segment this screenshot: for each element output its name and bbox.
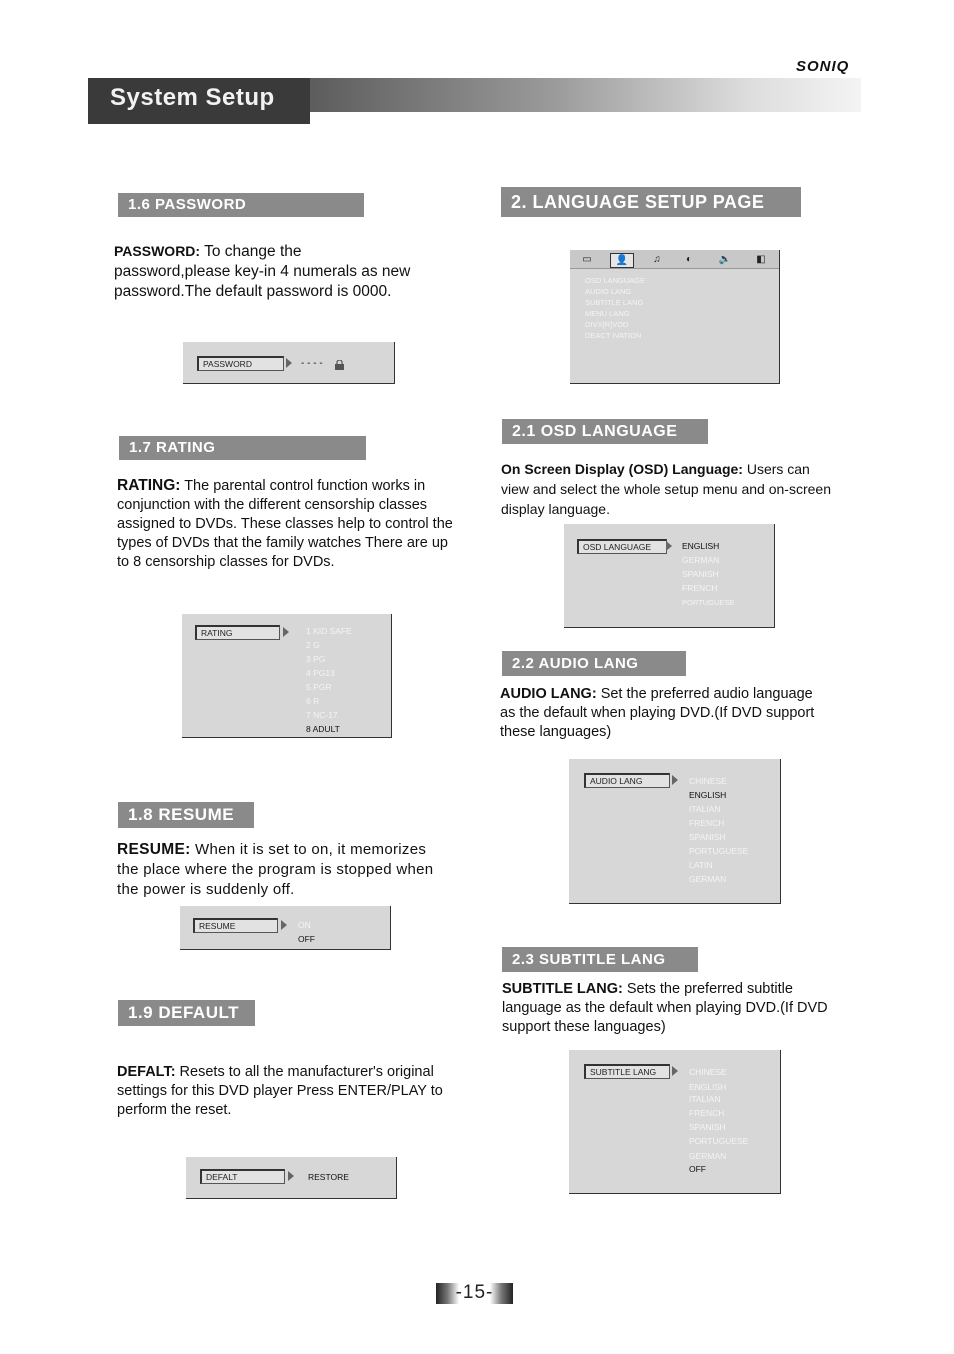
subtitle-lang-option[interactable]: FRENCH <box>689 1108 725 1118</box>
default-value[interactable]: RESTORE <box>308 1172 349 1182</box>
osd-language-option-selected[interactable]: ENGLISH <box>682 541 720 551</box>
osd-language-option[interactable]: PORTUGUESE <box>682 598 735 607</box>
osd-language-line-2: display language. <box>501 501 610 517</box>
subtitle-lang-option[interactable]: ENGLISH <box>689 1082 727 1092</box>
default-description <box>117 1063 477 1120</box>
audio-lang-screen <box>569 759 781 904</box>
subtitle-lang-option[interactable]: GERMAN <box>689 1151 727 1161</box>
rating-option[interactable]: 7 NC-17 <box>306 710 338 720</box>
section-title-default: 1.9 DEFAULT <box>118 1000 255 1026</box>
rating-osd-screen <box>182 614 392 738</box>
resume-line-2: the power is suddenly off. <box>117 881 295 898</box>
brand-logo: SONIQ <box>796 58 850 75</box>
password-line-1: password,please key-in 4 numerals as new <box>114 263 411 280</box>
osd-language-option[interactable]: GERMAN <box>682 555 720 565</box>
language-tab-icon[interactable]: 👤 <box>610 253 634 268</box>
audio-lang-option[interactable]: ITALIAN <box>689 804 721 814</box>
resume-line-1: the place where the program is stopped when <box>117 861 434 878</box>
osd-language-lead: On Screen Display (OSD) Language: <box>501 461 743 477</box>
section-title-password: 1.6 PASSWORD <box>118 193 364 217</box>
resume-field[interactable]: RESUME <box>193 918 278 933</box>
audio-lang-line-1: as the default when playing DVD.(If DVD support <box>500 705 815 721</box>
audio-lang-description <box>500 685 860 742</box>
resume-lead: RESUME: <box>117 841 191 858</box>
osd-language-screen <box>564 524 775 628</box>
rating-lead: RATING: <box>117 477 181 494</box>
password-line-2: password.The default password is 0000. <box>114 283 392 300</box>
rating-line-0: The parental control function works in <box>180 478 426 494</box>
arrow-right-icon <box>288 1171 294 1181</box>
rating-line-1: conjunction with the different censorship classes <box>117 497 428 513</box>
audio-tab-icon[interactable]: ♫ <box>653 254 661 265</box>
lock-icon <box>334 357 345 367</box>
password-line-0: To change the <box>200 243 302 260</box>
audio-lang-option[interactable]: PORTUGUESE <box>689 846 749 856</box>
arrow-right-icon <box>666 541 672 551</box>
default-line-1: settings for this DVD player Press ENTER/PLAY to <box>117 1083 443 1099</box>
arrow-right-icon <box>283 627 289 637</box>
language-menu-item[interactable]: MENU LANG <box>585 309 630 318</box>
section-title-language-setup: 2. LANGUAGE SETUP PAGE <box>501 187 801 217</box>
default-line-0: Resets to all the manufacturer's original <box>175 1064 434 1080</box>
resume-option[interactable]: ON <box>298 920 311 930</box>
resume-osd-screen <box>180 906 391 950</box>
resume-option-selected[interactable]: OFF <box>298 934 315 944</box>
subtitle-lang-option[interactable]: PORTUGUESE <box>689 1136 749 1146</box>
speaker-tab-icon[interactable]: 🔈 <box>718 254 732 265</box>
audio-lang-option[interactable]: SPANISH <box>689 832 726 842</box>
subtitle-lang-line-1: language as the default when playing DVD.(If DVD <box>502 1000 828 1016</box>
arrow-right-icon <box>281 920 287 930</box>
audio-lang-option[interactable]: FRENCH <box>689 818 725 828</box>
default-osd-screen <box>186 1157 397 1199</box>
subtitle-lang-description <box>502 980 862 1037</box>
osd-language-option[interactable]: SPANISH <box>682 569 719 579</box>
language-menu-item[interactable]: AUDIO LANG <box>585 287 632 296</box>
rating-option[interactable]: 5 PGR <box>306 682 332 692</box>
default-lead: DEFALT: <box>117 1064 176 1080</box>
section-title-rating: 1.7 RATING <box>119 436 366 460</box>
rating-line-2: assigned to DVDs. These classes help to control the <box>117 516 453 532</box>
setup-tab-row <box>570 250 779 269</box>
password-description <box>114 241 474 302</box>
rating-field[interactable]: RATING <box>195 625 280 640</box>
audio-lang-lead: AUDIO LANG: <box>500 686 597 702</box>
osd-language-description <box>501 459 861 519</box>
osd-language-field[interactable]: OSD LANGUAGE <box>577 539 667 554</box>
rating-description <box>117 476 477 572</box>
osd-language-line-0: Users can <box>742 461 810 477</box>
password-lead: PASSWORD: <box>114 243 201 259</box>
language-menu-item[interactable]: DIVX[R]VOD <box>585 320 629 329</box>
section-title-osd-language: 2.1 OSD LANGUAGE <box>502 419 708 444</box>
default-field[interactable]: DEFALT <box>200 1169 285 1184</box>
audio-lang-option-selected[interactable]: ENGLISH <box>689 790 727 800</box>
audio-lang-option[interactable]: GERMAN <box>689 874 727 884</box>
language-menu-item[interactable]: DEACT IVATION <box>585 331 642 340</box>
rating-line-4: to 8 censorship classes for DVDs. <box>117 554 335 570</box>
subtitle-lang-lead: SUBTITLE LANG: <box>502 981 623 997</box>
arrow-right-icon <box>672 1066 678 1076</box>
subtitle-lang-screen <box>569 1050 781 1194</box>
osd-language-line-1: view and select the whole setup menu and on-screen <box>501 481 831 497</box>
language-setup-osd-screen <box>570 250 780 384</box>
section-title-resume: 1.8 RESUME <box>118 802 254 828</box>
subtitle-lang-option[interactable]: SPANISH <box>689 1122 726 1132</box>
rating-option[interactable]: 1 KID SAFE <box>306 626 352 636</box>
rating-line-3: types of DVDs that the family watches There are up <box>117 535 448 551</box>
password-value: - - - - <box>301 358 323 369</box>
rating-option[interactable]: 3 PG <box>306 654 326 664</box>
password-field[interactable]: PASSWORD <box>197 356 284 371</box>
page-number: -15- <box>455 1282 494 1303</box>
section-title-subtitle-lang: 2.3 SUBTITLE LANG <box>502 947 698 972</box>
audio-lang-field[interactable]: AUDIO LANG <box>584 773 670 788</box>
language-menu-item[interactable]: SUBTITLE LANG <box>585 298 644 307</box>
page-title: System Setup <box>110 84 275 111</box>
audio-lang-option[interactable]: CHINESE <box>689 776 727 786</box>
rating-option[interactable]: 6 R <box>306 696 320 706</box>
subtitle-lang-line-2: support these languages) <box>502 1019 666 1035</box>
audio-lang-line-2: these languages) <box>500 724 612 740</box>
resume-description <box>117 840 477 900</box>
arrow-right-icon <box>286 358 292 368</box>
section-title-audio-lang: 2.2 AUDIO LANG <box>502 651 686 676</box>
arrow-right-icon <box>672 775 678 785</box>
subtitle-lang-line-0: Sets the preferred subtitle <box>622 981 793 997</box>
default-line-2: perform the reset. <box>117 1102 232 1118</box>
general-tab-icon[interactable]: ▭ <box>582 254 592 265</box>
video-tab-icon[interactable]: ◐ <box>685 254 693 265</box>
resume-line-0: When it is set to on, it memorizes <box>190 841 427 858</box>
audio-lang-option[interactable]: LATIN <box>689 860 713 870</box>
subtitle-lang-field[interactable]: SUBTITLE LANG <box>584 1064 670 1079</box>
subtitle-lang-option[interactable]: ITALIAN <box>689 1094 721 1104</box>
rating-option-selected[interactable]: 8 ADULT <box>306 724 340 734</box>
subtitle-lang-option[interactable]: CHINESE <box>689 1067 727 1077</box>
audio-lang-line-0: Set the preferred audio language <box>596 686 813 702</box>
rating-option[interactable]: 4 PG13 <box>306 668 335 678</box>
language-menu-item[interactable]: OSD LANGUAGE <box>585 276 646 285</box>
password-osd-screen <box>183 342 395 384</box>
rating-option[interactable]: 2 G <box>306 640 320 650</box>
dolby-tab-icon[interactable]: ◧ <box>756 254 766 265</box>
subtitle-lang-option-selected[interactable]: OFF <box>689 1164 706 1174</box>
osd-language-option[interactable]: FRENCH <box>682 583 718 593</box>
